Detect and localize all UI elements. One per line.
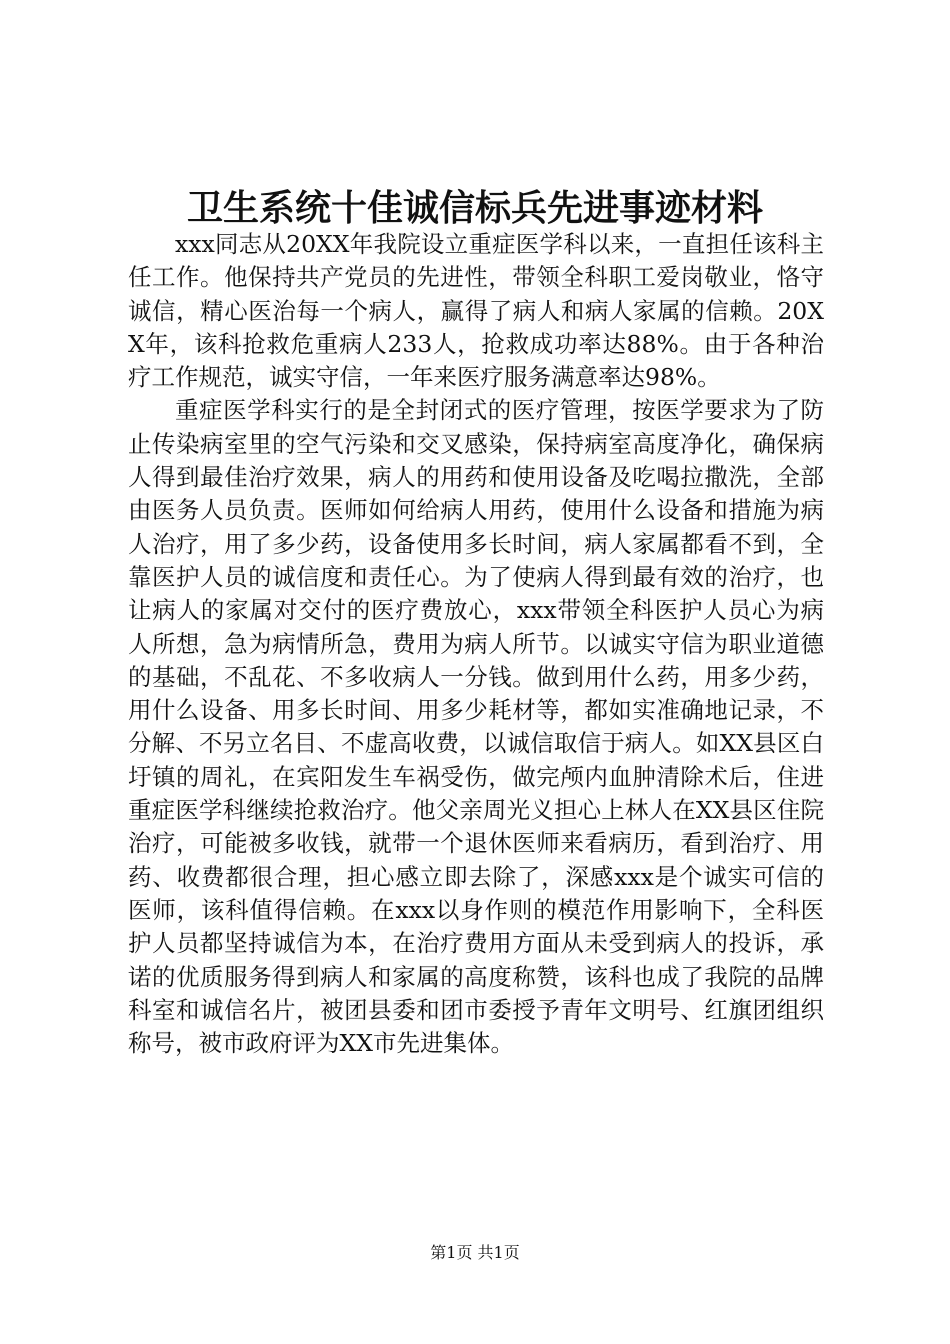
document-body <box>128 228 824 1060</box>
paragraph-2: 重症医学科实行的是全封闭式的医疗管理，按医学要求为了防止传染病室里的空气污染和交叉感染，保持病室高度净化，确保病人得到最佳治疗效果，病人的用药和使用设备及吃喝拉撒洗，全部由医务人员负责。医师如何给病人用药，使用什么设备和措施为病人治疗，用了多少药，设备使用多长时间，病人家属都看不到，全靠医护人员的诚信度和责任心。为了使病人得到最有效的治疗，也让病人的家属对交付的医疗费放心，xxx带领全科医护人员心为病人所想，急为病情所急，费用为病人所节。以诚实守信为职业道德的基础，不乱花、不多收病人一分钱。做到用什么药，用多少药，用什么设备、用多长时间、用多少耗材等，都如实准确地记录，不分解、不另立名目、不虚高收费，以诚信取信于病人。如XX县区白圩镇的周礼，在宾阳发生车祸受伤，做完颅内血肿清除术后，住进重症医学科继续抢救治疗。他父亲周光义担心上林人在XX县区住院治疗，可能被多收钱，就带一个退休医师来看病历，看到治疗、用药、收费都很合理，担心感立即去除了，深感xxx是个诚实可信的医师，该科值得信赖。在xxx以身作则的模范作用影响下，全科医护人员都坚持诚信为本，在治疗费用方面从未受到病人的投诉，承诺的优质服务得到病人和家属的高度称赞，该科也成了我院的品牌科室和诚信名片，被团县委和团市委授予青年文明号、红旗团组织称号，被市政府评为XX市先进集体。 <box>128 396 824 1058</box>
paragraph-1: xxx同志从20XX年我院设立重症医学科以来，一直担任该科主任工作。他保持共产党员的先进性，带领全科职工爱岗敬业，恪守诚信，精心医治每一个病人，赢得了病人和病人家属的信赖。20XX年，该科抢救危重病人233人，抢救成功率达88%。由于各种治疗工作规范，诚实守信，一年来医疗服务满意率达98%。 <box>128 230 824 392</box>
document-title: 卫生系统十佳诚信标兵先进事迹材料 <box>186 187 763 229</box>
page-footer: 第1页 共1页 <box>430 1243 520 1262</box>
